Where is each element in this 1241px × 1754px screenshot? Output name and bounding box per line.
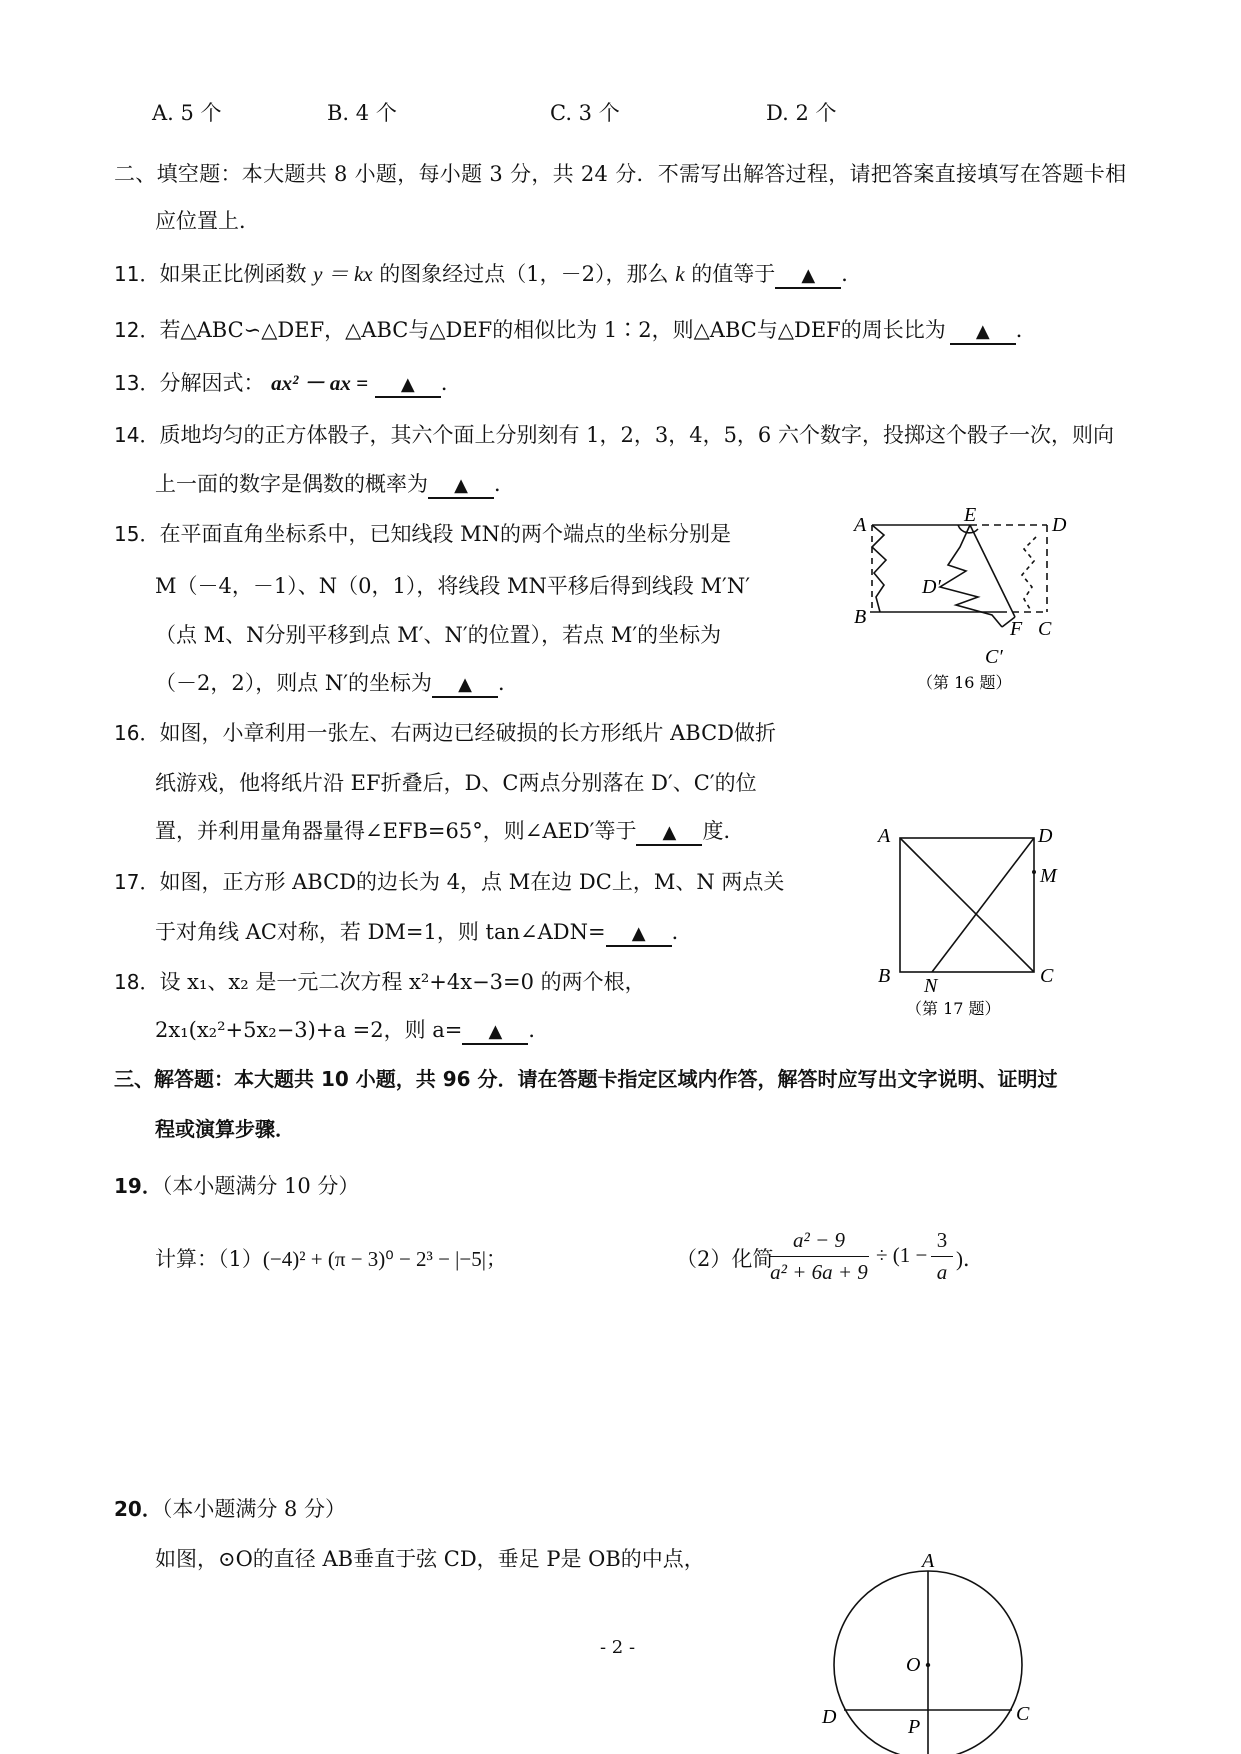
answer-blank: ▲ <box>636 822 702 846</box>
fig16-caption: （第 16 题） <box>917 673 1012 692</box>
q11-text-post: 的值等于 <box>691 262 776 286</box>
answer-blank: ▲ <box>432 674 498 698</box>
fig16-label-e: E <box>964 505 977 526</box>
q13-text: 分解因式： <box>159 371 265 395</box>
section3-heading-line2: 程或演算步骤． <box>155 1117 295 1141</box>
fig16-label-dprime: D′ <box>922 576 941 598</box>
q11-number: 11． <box>114 262 160 286</box>
section2-heading-line2: 应位置上． <box>155 209 260 233</box>
answer-blank: ▲ <box>606 923 672 947</box>
fig16-label-c: C <box>1038 618 1052 640</box>
fig16-torn-left-edge <box>872 525 886 612</box>
figure-16 <box>850 505 1080 710</box>
question-13 <box>114 367 462 398</box>
q10-options <box>0 97 1241 125</box>
q11-formula: y ＝ kx <box>313 262 373 286</box>
q19-fraction-bar <box>769 1256 869 1257</box>
q12-text: 若△ABC∽△DEF，△ABC与△DEF的相似比为 1∶2，则△ABC与△DEF的周长比为 <box>159 318 946 342</box>
q14-text-2: 上一面的数字是偶数的概率为 <box>155 472 428 496</box>
fig17-label-d: D <box>1038 825 1053 847</box>
q15-end: ． <box>498 671 520 695</box>
fig20-center-o <box>926 1663 930 1667</box>
q16-number: 16． <box>114 721 160 745</box>
question-16-line1 <box>114 717 776 747</box>
q11-end: ． <box>841 262 863 286</box>
fig17-caption: （第 17 题） <box>906 999 1001 1018</box>
answer-blank: ▲ <box>775 265 841 289</box>
fig17-label-a: A <box>878 825 891 847</box>
q19-part1-expression: (−4)² + (π − 3)⁰ − 2³ − |−5|； <box>262 1247 507 1271</box>
answer-blank: ▲ <box>950 321 1016 345</box>
fig16-label-cprime: C′ <box>985 646 1003 668</box>
q11-text-mid: 的图象经过点（1，－2），那么 <box>379 262 669 286</box>
figure-20 <box>820 1545 1060 1754</box>
fig16-label-f: F <box>1010 618 1023 640</box>
q16-text-1: 如图，小章利用一张左、右两边已经破损的长方形纸片 ABCD做折 <box>159 721 777 745</box>
q19-part2-rest: ÷ (1 − <box>876 1243 928 1267</box>
q13-number: 13． <box>114 371 160 395</box>
question-20-line1: 如图，⊙O的直径 AB垂直于弦 CD，垂足 P是 OB的中点， <box>155 1547 705 1571</box>
q19-part1 <box>155 1243 507 1273</box>
page-number: - 2 - <box>600 1637 636 1658</box>
question-15-line2: M（－4，－1）、N（0，1），将线段 MN平移后得到线段 M′N′ <box>155 574 750 598</box>
question-18-line1 <box>114 966 646 996</box>
fig20-label-p: P <box>908 1716 921 1738</box>
q19-fraction-numerator: a² − 9 <box>793 1228 845 1252</box>
q11-text: 如果正比例函数 <box>159 262 307 286</box>
q18-number: 18． <box>114 970 160 994</box>
option-a: A. 5 个 <box>152 101 222 125</box>
fig20-label-o: O <box>906 1654 921 1676</box>
q20-number: 20． <box>114 1497 162 1521</box>
fig17-label-n: N <box>924 975 938 997</box>
question-20-title <box>114 1493 346 1523</box>
question-16-line2: 纸游戏，他将纸片沿 EF折叠后，D、C两点分别落在 D′、C′的位 <box>155 771 757 795</box>
fig17-label-c: C <box>1040 965 1054 987</box>
q19-fraction-denominator: a² + 6a + 9 <box>770 1260 868 1284</box>
fig16-torn-right-edge-dashed <box>1022 537 1036 609</box>
question-17-line2 <box>155 916 693 947</box>
q15-number: 15． <box>114 522 160 546</box>
q18-text-1: 设 x₁、x₂ 是一元二次方程 x²+4x−3=0 的两个根， <box>159 970 646 994</box>
answer-blank: ▲ <box>375 374 441 398</box>
fig17-segment-dn <box>932 838 1034 972</box>
q14-number: 14． <box>114 423 160 447</box>
fig16-label-d: D <box>1052 514 1067 536</box>
fig16-label-b: B <box>854 606 867 628</box>
q19-small-fraction-bar <box>931 1256 953 1257</box>
question-12 <box>114 314 1037 345</box>
option-d: D. 2 个 <box>766 101 837 125</box>
q17-end: ． <box>671 920 693 944</box>
question-19-title <box>114 1170 359 1200</box>
figure-17 <box>870 820 1070 1030</box>
fig20-label-a: A <box>922 1550 935 1572</box>
q13-formula: ax² － ax = <box>271 371 369 395</box>
question-15-line1 <box>114 518 731 548</box>
q15-text-1: 在平面直角坐标系中，已知线段 MN的两个端点的坐标分别是 <box>159 522 732 546</box>
q16-end: 度． <box>702 819 745 843</box>
q19-title-text: （本小题满分 10 分） <box>161 1174 360 1198</box>
q13-end: ． <box>440 371 462 395</box>
q11-var: k <box>675 262 685 286</box>
q19-part2-label: （2）化简 <box>676 1247 774 1271</box>
q14-text: 质地均匀的正方体骰子，其六个面上分别刻有 1，2，3，4，5，6 六个数字，投掷这个骰子一次，则向 <box>159 423 1114 447</box>
answer-blank: ▲ <box>462 1021 528 1045</box>
q14-end: ． <box>494 472 515 496</box>
q17-text-1: 如图，正方形 ABCD的边长为 4，点 M在边 DC上，M、N 两点关 <box>159 870 785 894</box>
question-14-line2 <box>155 468 515 499</box>
question-16-line3 <box>155 815 744 846</box>
q19-number: 19． <box>114 1174 162 1198</box>
fig20-label-d: D <box>822 1706 837 1728</box>
question-11 <box>114 258 862 289</box>
q12-end: ． <box>1015 318 1037 342</box>
q12-number: 12． <box>114 318 160 342</box>
question-15-line4 <box>155 667 519 698</box>
option-c: C. 3 个 <box>550 101 620 125</box>
q17-text-2: 于对角线 AC对称，若 DM=1，则 tan∠ADN= <box>155 920 606 944</box>
q16-text-3: 置，并利用量角器量得∠EFB=65°，则∠AED′等于 <box>155 819 637 843</box>
fig17-label-m: M <box>1040 865 1057 887</box>
fig17-diagonal-ac <box>900 838 1034 972</box>
question-14-line1 <box>114 419 1114 449</box>
question-15-line3: （点 M、N分别平移到点 M′、N′的位置），若点 M′的坐标为 <box>155 623 722 647</box>
fig17-label-b: B <box>878 965 891 987</box>
q15-text-4: （－2，2），则点 N′的坐标为 <box>155 671 433 695</box>
q19-part2-end: )． <box>956 1247 984 1271</box>
question-17-line1 <box>114 866 784 896</box>
option-b: B. 4 个 <box>327 101 397 125</box>
section3-heading-line1: 三、解答题：本大题共 10 小题，共 96 分．请在答题卡指定区域内作答，解答时应写出文字说明、证明过 <box>114 1067 1058 1091</box>
fig20-label-c: C <box>1016 1703 1030 1725</box>
answer-blank: ▲ <box>428 475 494 499</box>
q19-small-fraction-denominator: a <box>936 1260 948 1284</box>
q20-title-text: （本小题满分 8 分） <box>161 1497 347 1521</box>
q19-part1-label: 计算：（1） <box>155 1247 263 1271</box>
fig16-fold-ef <box>970 525 1015 617</box>
q18-text-2: 2x₁(x₂²+5x₂−3)+a =2，则 a= <box>155 1018 463 1042</box>
question-18-line2 <box>155 1014 549 1045</box>
fig16-label-a: A <box>854 514 867 536</box>
section2-heading-line1: 二、填空题：本大题共 8 小题，每小题 3 分，共 24 分．不需写出解答过程，请把答案直接填写在答题卡相 <box>114 162 1127 186</box>
q17-number: 17． <box>114 870 160 894</box>
q19-small-fraction-numerator: 3 <box>936 1228 948 1252</box>
q18-end: ． <box>528 1018 550 1042</box>
fig17-point-m <box>1032 870 1036 874</box>
